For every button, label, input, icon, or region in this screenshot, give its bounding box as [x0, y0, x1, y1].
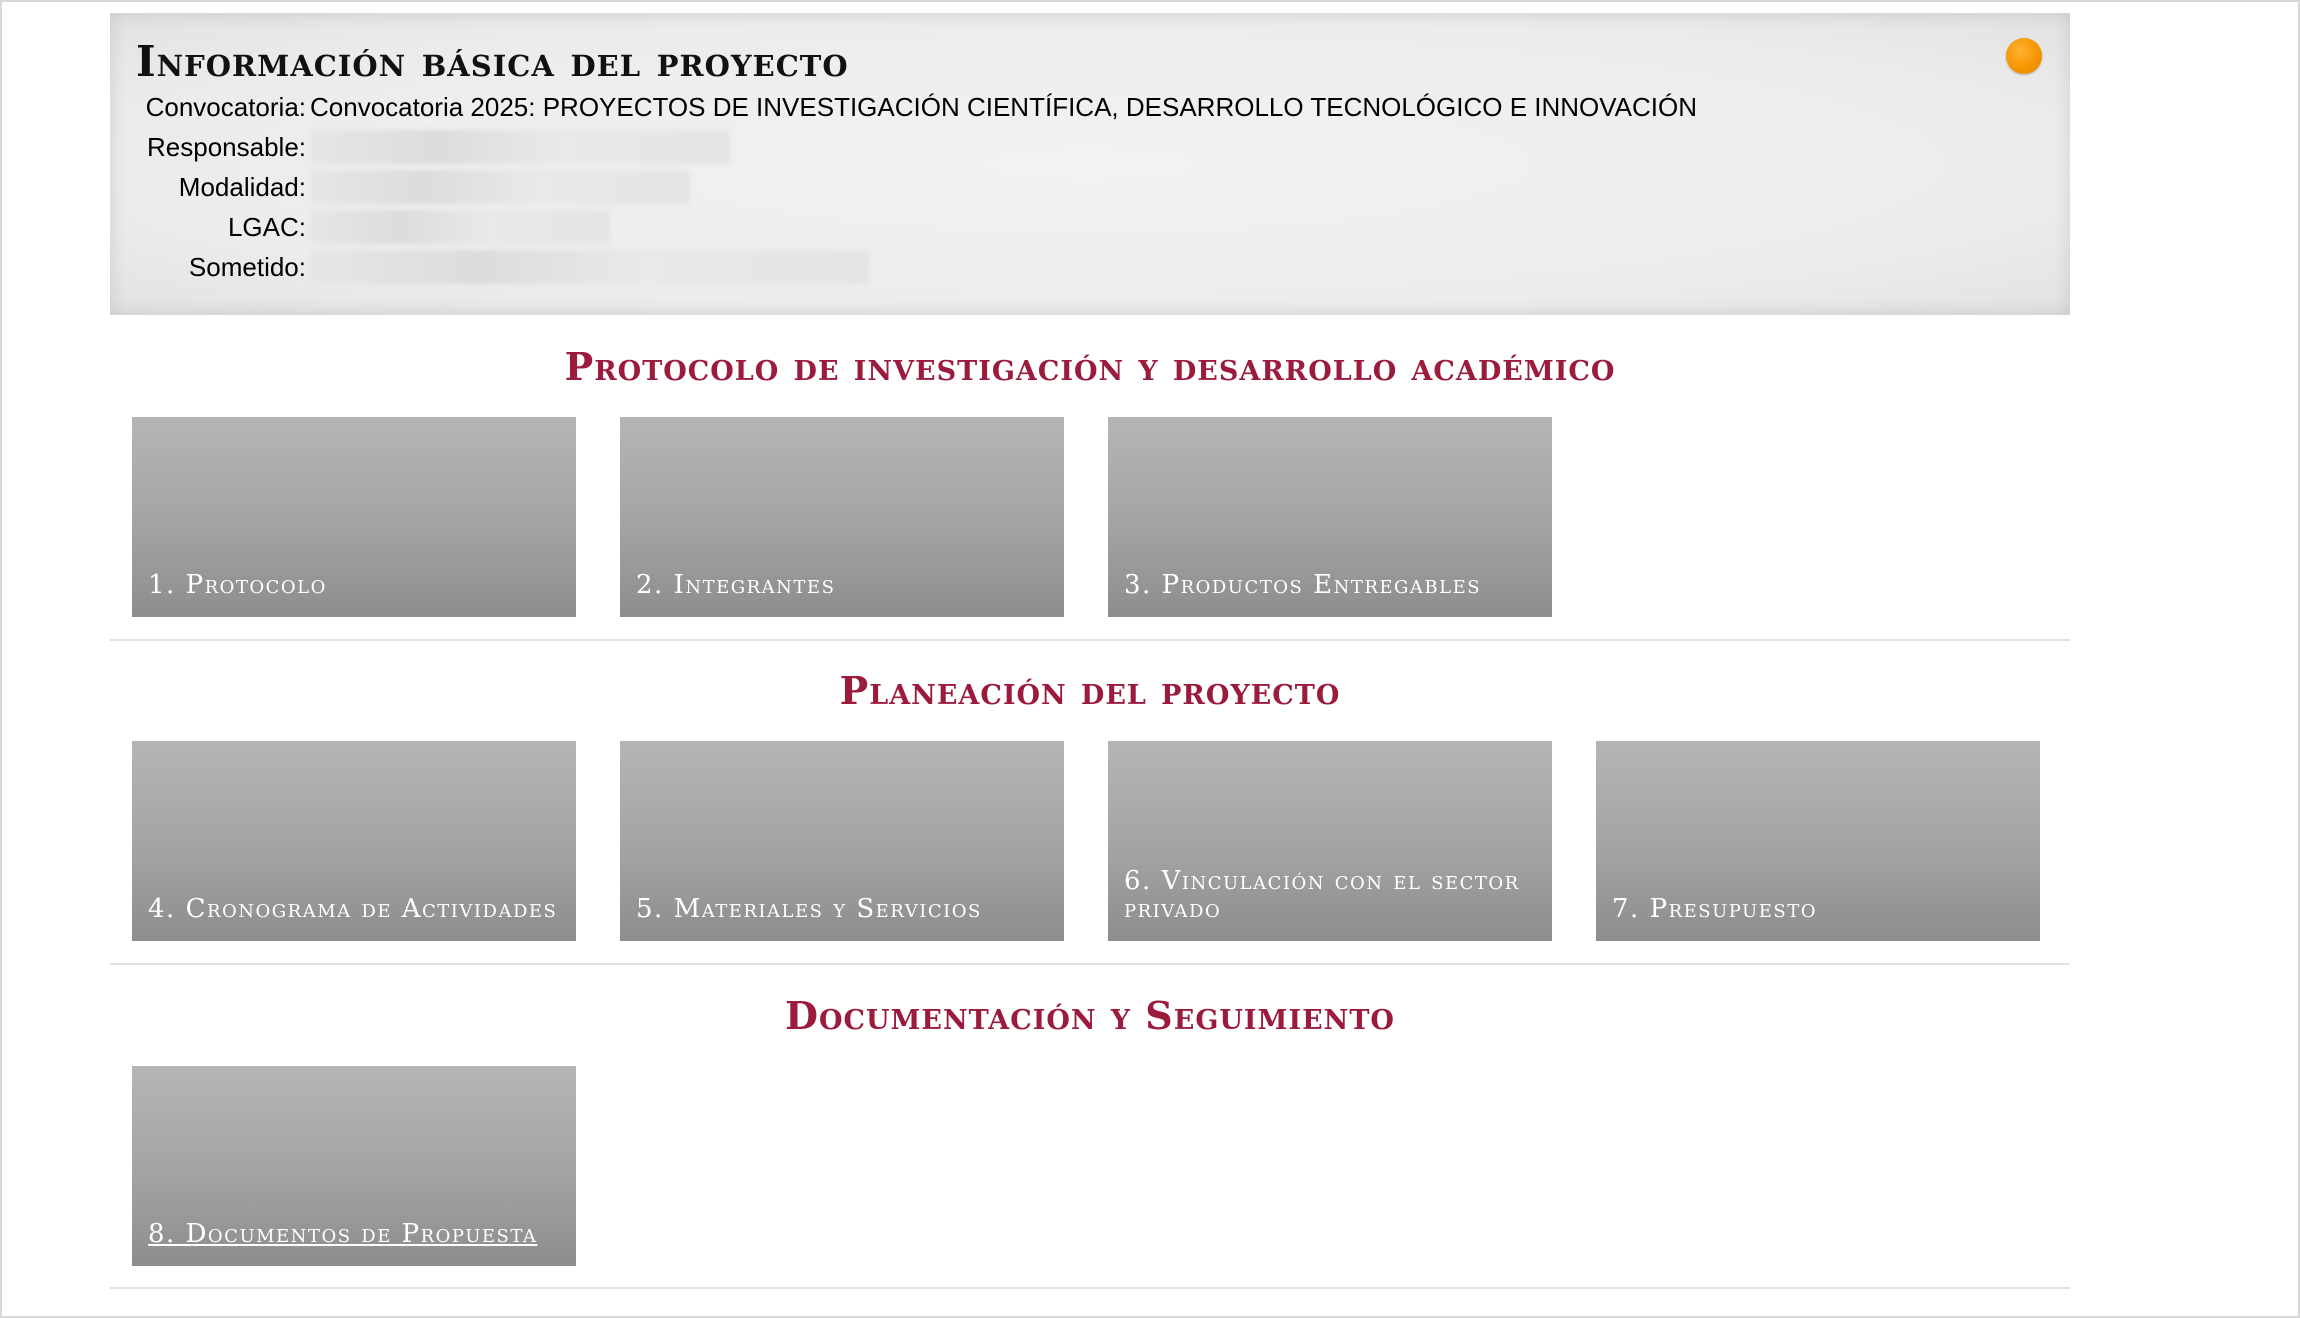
convocatoria-row: [110, 89, 1697, 125]
project-info-panel: [110, 13, 2070, 315]
tile-label: 4. Cronograma de Actividades: [148, 894, 558, 924]
section-title-protocolo: Protocolo de investigación y desarrollo académico: [564, 344, 1616, 389]
tile-cronograma[interactable]: [132, 741, 576, 941]
tile-vinculacion[interactable]: [1108, 741, 1552, 941]
responsable-row: [110, 129, 730, 165]
lgac-row: [110, 209, 610, 245]
tile-label: 3. Productos Entregables: [1124, 570, 1482, 600]
convocatoria-value: Convocatoria 2025: PROYECTOS DE INVESTIGACIÓN CIENTÍFICA, DESARROLLO TECNOLÓGICO E INNOVACIÓN: [310, 91, 1698, 122]
sometido-row: [110, 249, 870, 285]
tile-label[interactable]: 8. Documentos de Propuesta: [148, 1219, 538, 1249]
tile-documentos-propuesta[interactable]: [132, 1066, 576, 1266]
lgac-redacted-value: [310, 210, 610, 244]
modalidad-label: Modalidad:: [178, 171, 306, 202]
tile-label: 2. Integrantes: [636, 570, 836, 600]
responsable-label: Responsable:: [147, 131, 306, 162]
modalidad-row: [110, 169, 690, 205]
sometido-redacted-value: [310, 250, 870, 284]
tile-protocolo[interactable]: [132, 417, 576, 617]
responsable-redacted-value: [310, 130, 730, 164]
modalidad-redacted-value: [310, 170, 690, 204]
lgac-label: LGAC:: [227, 211, 306, 242]
section-divider: [110, 963, 2070, 965]
tile-materiales-servicios[interactable]: [620, 741, 1064, 941]
project-info-title: Información básica del proyecto: [136, 37, 849, 86]
tile-label: 5. Materiales y Servicios: [636, 894, 982, 924]
tile-integrantes[interactable]: [620, 417, 1064, 617]
tile-productos-entregables[interactable]: [1108, 417, 1552, 617]
convocatoria-label: Convocatoria:: [145, 91, 306, 122]
sometido-label: Sometido:: [188, 251, 306, 282]
section-divider: [110, 1287, 2070, 1289]
tile-label: 7. Presupuesto: [1612, 894, 1817, 924]
tile-label: 6. Vinculación con el sector privado: [1124, 866, 1520, 924]
section-divider: [110, 639, 2070, 641]
tile-label: 1. Protocolo: [148, 570, 327, 600]
tile-presupuesto[interactable]: [1596, 741, 2040, 941]
section-title-planeacion: Planeación del proyecto: [839, 668, 1341, 713]
section-title-documentacion: Documentación y Seguimiento: [785, 993, 1395, 1038]
status-indicator-icon: [2006, 38, 2042, 74]
